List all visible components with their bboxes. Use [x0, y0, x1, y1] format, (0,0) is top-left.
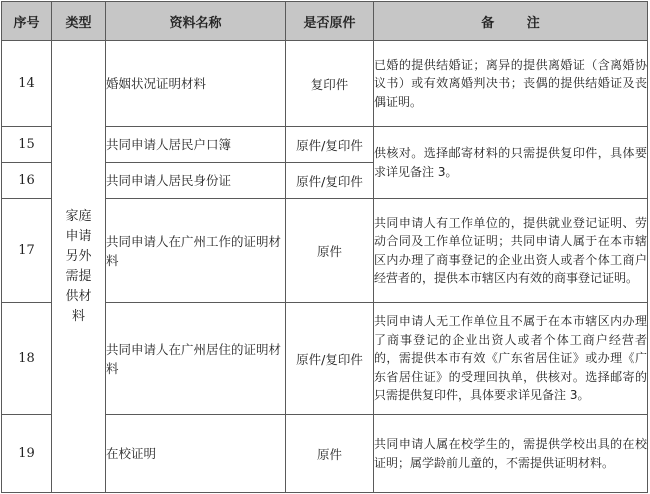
row-original: 原件/复印件 [286, 163, 374, 199]
row-original: 原件 [286, 415, 374, 493]
row-seq: 18 [2, 303, 52, 415]
row-remark: 已婚的提供结婚证；离异的提供离婚证（含离婚协议书）或有效离婚判决书；丧偶的提供结婚证及丧偶证明。 [374, 41, 648, 127]
header-row [2, 2, 648, 41]
row-original: 原件/复印件 [286, 303, 374, 415]
row-original: 原件/复印件 [286, 127, 374, 163]
row-name: 共同申请人在广州居住的证明材料 [106, 303, 286, 415]
header-remark: 备 注 [374, 2, 648, 41]
row-remark: 供核对。选择邮寄材料的只需提供复印件，具体要求详见备注 3。 [374, 127, 648, 199]
row-name: 共同申请人在广州工作的证明材料 [106, 199, 286, 303]
row-name: 共同申请人居民身份证 [106, 163, 286, 199]
type-cell [52, 41, 106, 493]
header-seq: 序号 [2, 2, 52, 41]
row-remark: 共同申请人属在校学生的，需提供学校出具的在校证明；属学龄前儿童的，不需提供证明材料。 [374, 415, 648, 493]
row-seq: 17 [2, 199, 52, 303]
row-seq: 15 [2, 127, 52, 163]
row-name: 共同申请人居民户口簿 [106, 127, 286, 163]
materials-table [1, 1, 648, 493]
row-original: 复印件 [286, 41, 374, 127]
row-seq: 16 [2, 163, 52, 199]
header-name: 资料名称 [106, 2, 286, 41]
row-name: 在校证明 [106, 415, 286, 493]
row-remark: 共同申请人有工作单位的，提供就业登记证明、劳动合同及工作单位证明；共同申请人属于在本市辖区内办理了商事登记的企业出资人或者个体工商户经营者的，提供本市辖区内有效的商事登记证明。 [374, 199, 648, 303]
row-remark: 共同申请人无工作单位且不属于在本市辖区内办理了商事登记的企业出资人或者个体工商户经营者的，需提供本市有效《广东省居住证》或办理《广东省居住证》的受理回执单，供核对。选择邮寄的只需提供复印件，具体要求详见备注 3。 [374, 303, 648, 415]
table-row [2, 41, 648, 127]
header-original: 是否原件 [286, 2, 374, 41]
row-original: 原件 [286, 199, 374, 303]
row-name: 婚姻状况证明材料 [106, 41, 286, 127]
header-type: 类型 [52, 2, 106, 41]
row-seq: 14 [2, 41, 52, 127]
type-label: 家庭申请另外需提供材料 [65, 208, 92, 324]
row-seq: 19 [2, 415, 52, 493]
